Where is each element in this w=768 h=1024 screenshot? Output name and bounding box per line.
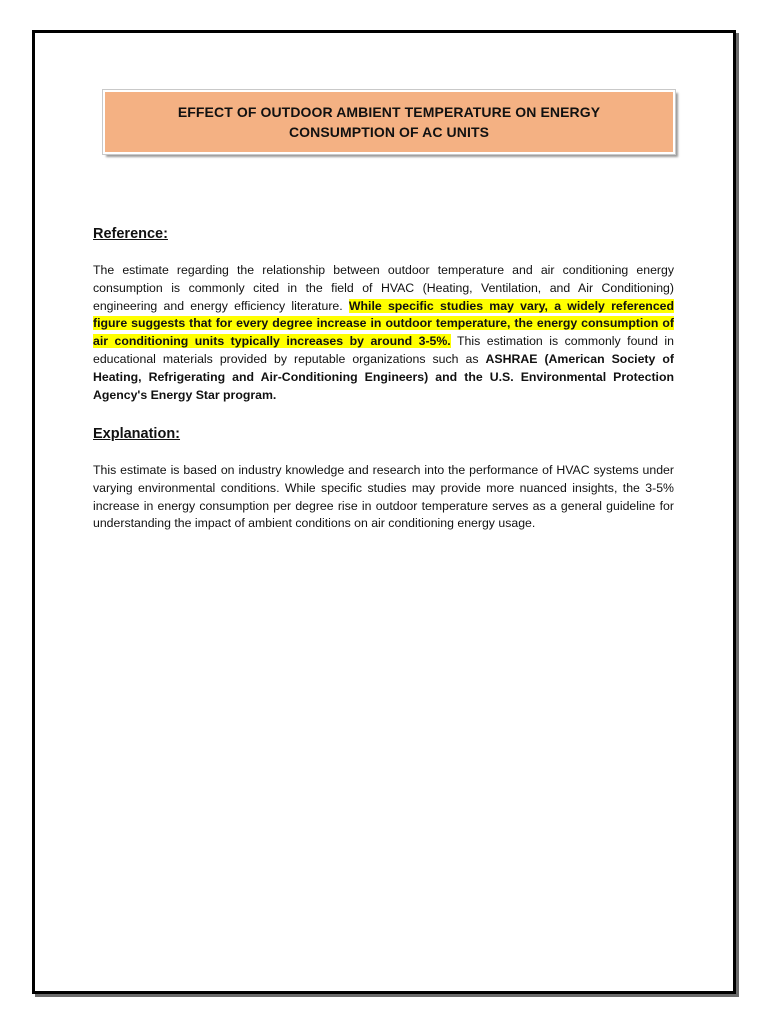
explanation-heading: Explanation:	[93, 426, 181, 442]
reference-text-intro: The estimate regarding the relationship between outdoor temperature and air conditioning energy consumption is commonly cited in the field of HVAC (Heating, Ventilation, and Air Conditioning) engineering and energy efficiency literature.	[93, 263, 674, 313]
title-line-1: EFFECT OF OUTDOOR AMBIENT TEMPERATURE ON ENERGY	[177, 104, 601, 120]
title-line-2: CONSUMPTION OF AC UNITS	[288, 124, 490, 140]
reference-heading: Reference:	[93, 226, 168, 242]
reference-bold-organizations: ASHRAE (American Society of Heating, Refrigerating and Air-Conditioning Engineers) and the U.S. Environmental Protection Agency's Energy Star program.	[93, 351, 674, 402]
reference-highlighted-text: While specific studies may vary, a widely referenced figure suggests that for every degree increase in outdoor temperature, the energy consumption of air conditioning units typically increases by around 3-5%.	[93, 298, 675, 349]
reference-text-middle: This estimation is commonly found in educational materials provided by reputable organizations such as	[93, 334, 674, 366]
reference-paragraph	[93, 262, 674, 404]
explanation-paragraph: This estimate is based on industry knowledge and research into the performance of HVAC systems under varying environmental conditions. While specific studies may provide more nuanced insights, the 3-5% increase in energy consumption per degree rise in outdoor temperature serves as a general guideline for understanding the impact of ambient conditions on air conditioning energy usage.	[93, 463, 674, 531]
title-box	[103, 90, 675, 154]
